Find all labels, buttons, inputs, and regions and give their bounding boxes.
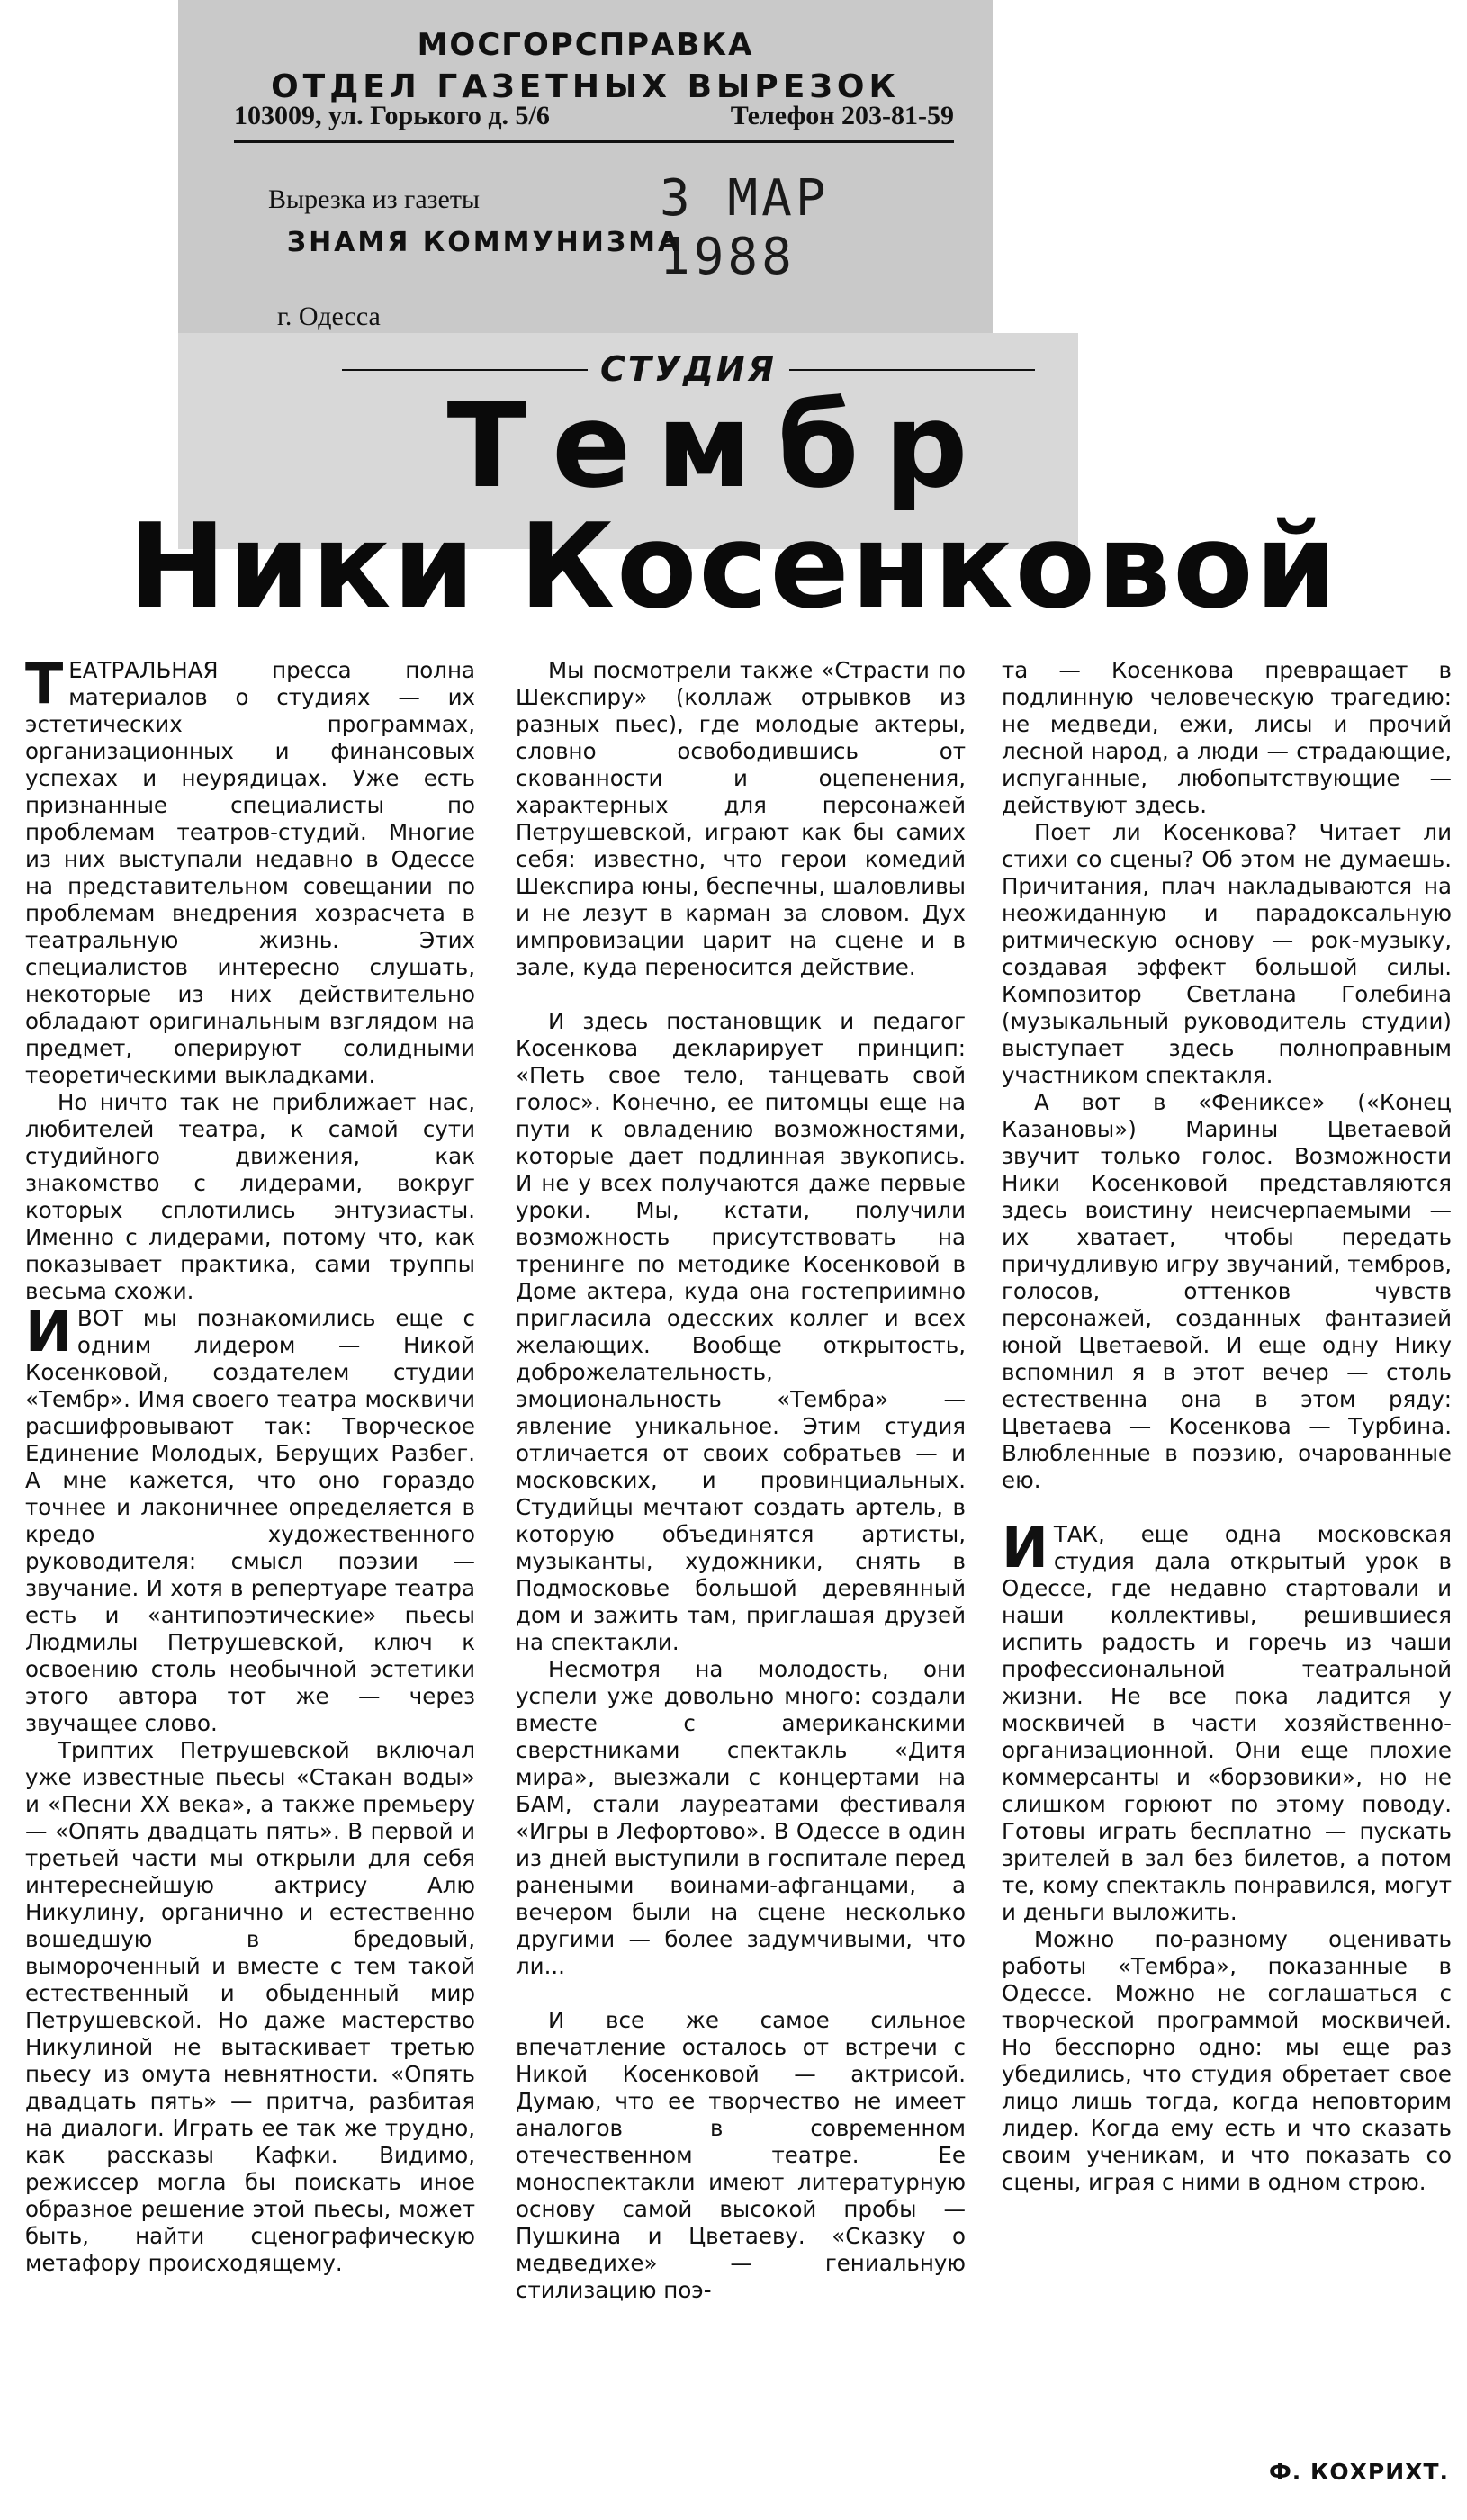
paragraph-text: ЕАТРАЛЬНАЯ пресса полна материалов о студиях — их эстетических программах, организационных и финансовых успехах и неурядицах. Уже есть признанные специалисты по проблемам театров-студий. Многие из них выступали недавно в Одессе на представительном совещании по проблемам внедрения хозрасчета в театральную жизнь. Этих специалистов интересно слушать, некоторые из них действительно обладают оригинальным взглядом на предмет, оперируют солидными теоретическими выкладками. (25, 657, 475, 1088)
paragraph (1002, 1089, 1452, 1494)
paragraph-text: Поет ли Косенкова? Читает ли стихи со сцены? Об этом не думаешь. Причитания, плач накладываются на неожиданную и парадоксальную ритмическую основу — рок-музыку, создавая эффект большой силы. Композитор Светлана Голебина (музыкальный руководитель студии) выступает здесь полноправным участником спектакля. (1002, 819, 1452, 1088)
paragraph-text: Триптих Петрушевской включал уже известные пьесы «Стакан воды» и «Песни XX века», а также премьеру — «Опять двадцать пять». В первой и третьей части мы открыли для себя интереснейшую актрису Алю Никулину, органично и естественно вошедшую в бредовый, вымороченный и вместе с тем такой естественный и обыденный мир Петрушевской. Но даже мастерство Никулиной не вытаскивает третью пьесу из омута невнятности. «Опять двадцать пять» — притча, разбитая на диалоги. Играть ее так же трудно, как рассказы Кафки. Видимо, режиссер могла бы поискать иное образное решение этой пьесы, может быть, найти сценографическую метафору происходящему. (25, 1737, 475, 2276)
drop-cap: Т (25, 657, 64, 716)
drop-cap: И (1002, 1515, 1048, 1580)
paragraph (25, 1089, 475, 1305)
headline (0, 377, 1467, 634)
archive-label-slip (178, 0, 993, 333)
paragraph-text: Несмотря на молодость, они успели уже довольно много: создали вместе с американскими сверстниками спектакль «Дитя мира», выезжали с концертами на БАМ, стали лауреатами фестиваля «Игры в Лефортово». В Одессе в один из дней выступили в госпитале перед ранеными воинами-афганцами, а вечером были на сцене несколько другими — более задумчивыми, что ли... (516, 1656, 966, 1979)
paragraph-text: И все же самое сильное впечатление осталось от встречи с Никой Косенковой — актрисой. Думаю, что ее творчество не имеет аналогов в современном отечественном театре. Ее моноспектакли имеют литературную основу самой высокой пробы — Пушкина и Цветаеву. «Сказку о медведихе» — гениальную стилизацию поэ- (516, 2007, 966, 2303)
paragraph-text: Можно по-разному оценивать работы «Тембра», показанные в Одессе. Можно не соглашаться с творческой программой москвичей. Но бесспорно одно: мы еще раз убедились, что студия обретает свое лицо лишь тогда, когда неповторим лидер. Когда ему есть и что сказать своим ученикам, и что показать со сцены, играя с ними в одном строю. (1002, 1926, 1452, 2195)
newspaper-city: г. Одесса (277, 302, 381, 331)
rubric-text: СТУДИЯ (588, 349, 789, 389)
column-1 (25, 657, 475, 2493)
address-text: 103009, ул. Горького д. 5/6 (234, 101, 550, 130)
newspaper-name: ЗНАМЯ КОММУНИЗМА (286, 227, 682, 258)
headline-line-2: Ники Косенковой (128, 498, 1339, 634)
column-2 (516, 657, 966, 2493)
paragraph (25, 1299, 475, 1737)
paragraph (1002, 1515, 1452, 1926)
paragraph (25, 657, 475, 1089)
headline-line-1: Тембр (446, 377, 994, 514)
paragraph-text: И здесь постановщик и педагог Косенкова декларирует принцип: «Петь свое тело, танцевать свой голос». Конечно, ее питомцы еще на пути к овладению возможностями, которые дает подлинная звукопись. И не у всех получаются даже первые уроки. Мы, кстати, получили возможность присутствовать на тренинге по методике Косенковой в Доме актера, куда она гостеприимно пригласила одесских коллег и всех желающих. Вообще открытость, доброжелательность, эмоциональность «Тембра» — явление уникальное. Этим студия отличается от своих собратьев — и московских, и провинциальных. Студийцы мечтают создать артель, в которую объединятся артисты, музыканты, художники, снять в Подмосковье большой деревянный дом и зажить там, приглашая друзей на спектакли. (516, 1008, 966, 1655)
clip-label: Вырезка из газеты (268, 184, 481, 214)
paragraph (1002, 819, 1452, 1089)
paragraph-text: Мы посмотрели также «Страсти по Шекспиру» (коллаж отрывков из разных пьес), где молодые актеры, словно освободившись от скованности и оцепенения, характерных для персонажей Петрушевской, играют как бы самих себя: известно, что герои комедий Шекспира юны, беспечны, шаловливы и не лезут в карман за словом. Дух импровизации царит на сцене и в зале, куда переносится действие. (516, 657, 966, 980)
paragraph-text: ТАК, еще одна московская студия дала открытый урок в Одессе, где недавно стартовали и наши коллективы, решившиеся испить радость и горечь из чаши профессиональной театральной жизни. Не все пока ладится у москвичей в части хозяйственно-организационной. Они еще плохие коммерсанты и «борзовики», но не слишком горюют по этому поводу. Готовы играть бесплатно — пускать зрителей в зал без билетов, а потом те, кому спектакль понравился, могут и деньги выложить. (1002, 1521, 1452, 1925)
paragraph (516, 1008, 966, 1656)
article-columns (25, 657, 1452, 2493)
paragraph (1002, 657, 1452, 819)
byline: Ф. КОХРИХТ. (1268, 2459, 1449, 2485)
paragraph (25, 1737, 475, 2277)
paragraph-text: Но ничто так не приближает нас, любителей театра, к самой сути студийного движения, как знакомство с лидерами, вокруг которых сплотились энтузиасты. Именно с лидерами, потому что, как показывает практика, сами труппы весьма схожи. (25, 1089, 475, 1304)
drop-cap: И (25, 1299, 72, 1364)
label-header (178, 27, 993, 105)
paragraph (516, 657, 966, 981)
agency-name: МОСГОРСПРАВКА (417, 27, 754, 63)
paragraph (516, 1656, 966, 1980)
paragraph-text: ВОТ мы познакомились еще с одним лидером — Никой Косенковой, создателем студии «Тембр». Имя своего театра москвичи расшифровывают так: Творческое Единение Молодых, Берущих Разбег. А мне кажется, что оно гораздо точнее и лаконичнее определяется в кредо художественного руководителя: смысл поэзии — звучание. И хотя в репертуаре театра есть и «антипоэтические» пьесы Людмилы Петрушевской, ключ к освоению столь необычной эстетики этого автора тот же — через звучащее слово. (25, 1305, 475, 1736)
paragraph-text: А вот в «Фениксе» («Конец Казановы») Марины Цветаевой звучит только голос. Возможности Ники Косенковой представляются здесь воистину неисчерпаемыми — их хватает, чтобы передать причудливую игру звучаний, тембров, голосов, оттенков чувств персонажей, созданных фантазией юной Цветаевой. И еще одну Нику вспомнил я в этот вечер — столь естественна она в этом ряду: Цветаева — Косенкова — Турбина. Влюбленные в поэзию, очарованные ею. (1002, 1089, 1452, 1493)
paragraph (1002, 1926, 1452, 2196)
address-row (234, 101, 954, 143)
paragraph (516, 2007, 966, 2304)
column-3 (1002, 657, 1452, 2493)
article (0, 333, 1467, 2520)
phone-text: Телефон 203-81-59 (730, 101, 954, 130)
paragraph-text: та — Косенкова превращает в подлинную человеческую трагедию: не медведи, ежи, лисы и прочий лесной народ, а люди — страдающие, испуганные, любопытствующие — действуют здесь. (1002, 657, 1452, 818)
date-stamp: 3 МАР 1988 (660, 169, 830, 286)
department-name: ОТДЕЛ ГАЗЕТНЫХ ВЫРЕЗОК (271, 68, 900, 105)
